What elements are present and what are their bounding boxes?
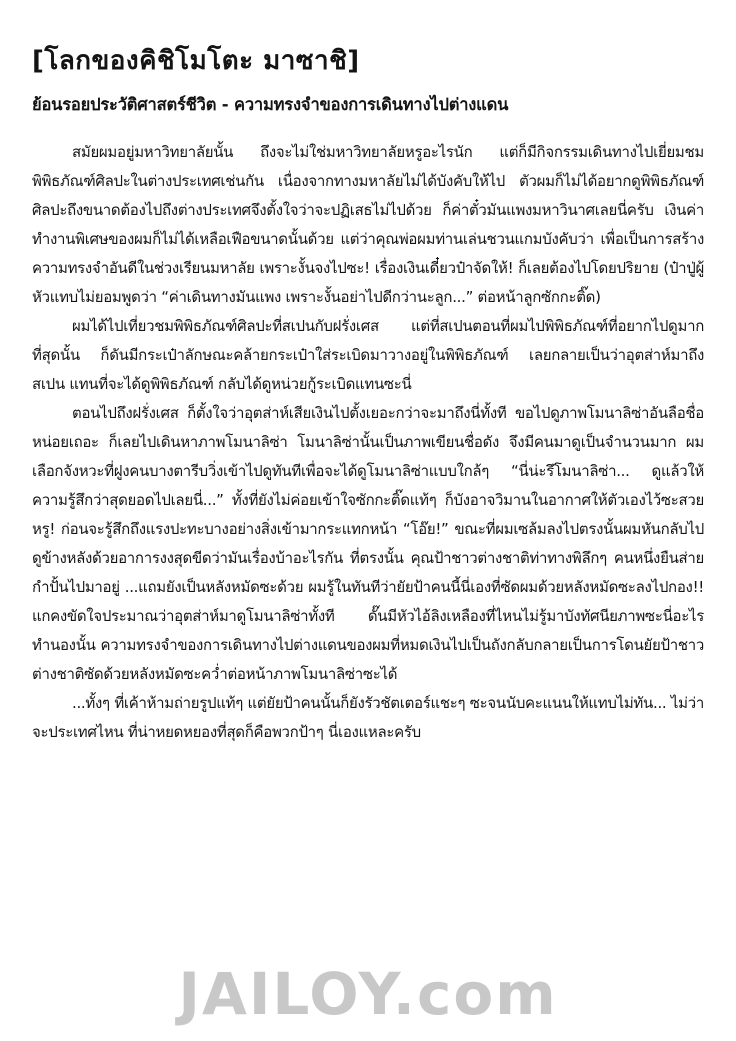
article-body bbox=[32, 138, 704, 747]
paragraph-2: ผมได้ไปเที่ยวชมพิพิธภัณฑ์ศิลปะที่สเปนกับฝรั่งเศส แต่ที่สเปนตอนที่ผมไปพิพิธภัณฑ์ที่อยากไปดูมากที่สุดนั้น ก็ดันมีกระเป๋าลักษณะคล้ายกระเป๋าใส่ระเบิดมาวางอยู่ในพิพิธภัณฑ์ เลยกลายเป็นว่าอุตส่าห์มาถึงสเปน แทนที่จะได้ดูพิพิธภัณฑ์ กลับได้ดูหน่วยกู้ระเบิดแทนซะนี่ bbox=[32, 317, 704, 393]
site-watermark: JAILOY.com bbox=[178, 960, 558, 1028]
page-title: [โลกของคิชิโมโตะ มาซาชิ] bbox=[32, 46, 360, 76]
paragraph-4: ...ทั้งๆ ที่เค้าห้ามถ่ายรูปแท้ๆ แต่ยัยป้าคนนั้นก็ยังรัวชัตเตอร์แชะๆ ซะจนนับคะแนนให้แทบไม่ทัน... ไม่ว่าจะประเทศไหน ที่น่าหยดหยองที่สุดก็คือพวกป้าๆ นี่เองแหละครับ bbox=[32, 694, 704, 741]
paragraph-1: สมัยผมอยู่มหาวิทยาลัยนั้น ถึงจะไม่ใช่มหาวิทยาลัยหรูอะไรนัก แต่ก็มีกิจกรรมเดินทางไปเยี่ยมชมพิพิธภัณฑ์ศิลปะในต่างประเทศเช่นกัน เนื่องจากทางมหาลัยไม่ได้บังคับให้ไป ตัวผมก็ไม่ได้อยากดูพิพิธภัณฑ์ศิลปะถึงขนาดต้องไปถึงต่างประเทศจึงตั้งใจว่าจะปฏิเสธไม่ไปด้วย ก็ค่าตั๋วมันแพงมหาวินาศเลยนี่ครับ เงินค่าทำงานพิเศษของผมก็ไม่ได้เหลือเฟือขนาดนั้นด้วย แต่ว่าคุณพ่อผมท่านเล่นชวนแกมบังคับว่า เพื่อเป็นการสร้างความทรงจำอันดีในช่วงเรียนมหาลัย เพราะงั้นจงไปซะ! เรื่องเงินเดี๋ยวป๋าจัดให้! ก็เลยต้องไปโดยปริยาย (ป๋าปู่ผู้หัวแทบไม่ยอมพูดว่า “ค่าเดินทางมันแพง เพราะงั้นอย่าไปดีกว่านะลูก...” ต่อหน้าลูกซักกะติ๊ด) bbox=[32, 143, 704, 306]
page-subtitle: ย้อนรอยประวัติศาสตร์ชีวิต - ความทรงจำของการเดินทางไปต่างแดน bbox=[32, 95, 509, 114]
paragraph-3: ตอนไปถึงฝรั่งเศส ก็ตั้งใจว่าอุตส่าห์เสียเงินไปตั้งเยอะกว่าจะมาถึงนี่ทั้งที ขอไปดูภาพโมนาลิซ่าอันลือชื่อหน่อยเถอะ ก็เลยไปเดินหาภาพโมนาลิซ่า โมนาลิซ่านั้นเป็นภาพเขียนชื่อดัง จึงมีคนมาดูเป็นจำนวนมาก ผมเลือกจังหวะที่ฝูงคนบางตารีบวิ่งเข้าไปดูทันทีเพื่อจะได้ดูโมนาลิซ่าแบบใกล้ๆ “นี่น่ะรึโมนาลิซ่า... ดูแล้วให้ความรู้สึกว่าสุดยอดไปเลยนี่...” ทั้งที่ยังไม่ค่อยเข้าใจซักกะติ๊ดแท้ๆ ก็บังอาจวิมานในอากาศให้ตัวเองไว้ซะสวยหรู! ก่อนจะรู้สึกถึงแรงปะทะบางอย่างสิ่งเข้ามากระแทกหน้า “โอ๊ย!” ขณะที่ผมเซล้มลงไปตรงนั้นผมหันกลับไปดูข้างหลังด้วยอาการงงสุดขีดว่ามันเรื่องบ้าอะไรกัน ที่ตรงนั้น คุณป้าชาวต่างชาติท่าทางพิลึกๆ คนหนึ่งยืนส่ายกำปั้นไปมาอยู่ ...แถมยังเป็นหลังหมัดซะด้วย ผมรู้ในทันทีว่ายัยป้าคนนี้นี่เองที่ซัดผมด้วยหลังหมัดซะลงไปกอง!! แกคงขัดใจประมาณว่าอุตส่าห์มาดูโมนาลิซ่าทั้งที ดั๊นมีหัวไอ้ลิงเหลือง​ที่ไหนไม่รู้มาบังทัศนียภาพซะนี่อะไรทำนองนั้น ความทรงจำของการเดินทางไปต่างแดนของผมที่หมดเงินไปเป็นถังกลับกลายเป็นการโดนยัยป้าชาวต่างชาติซัดด้วยหลังหมัดซะคว่ำต่อหน้าภาพโมนาลิซ่าซะได้ bbox=[32, 404, 704, 683]
